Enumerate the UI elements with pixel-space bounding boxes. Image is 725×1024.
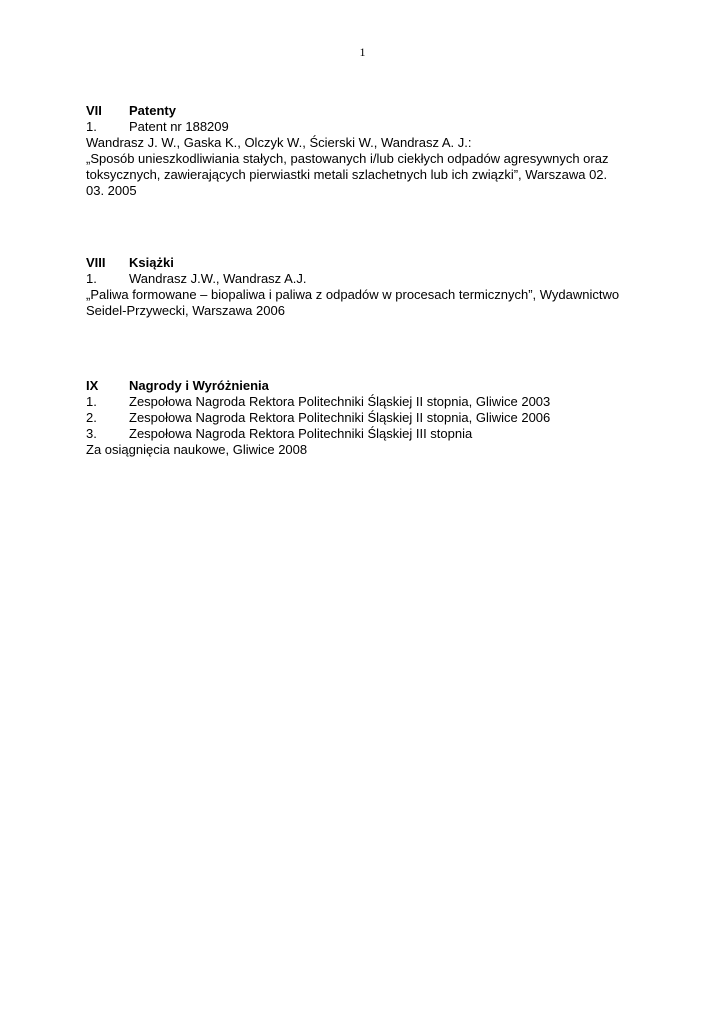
page-number: 1	[359, 45, 366, 59]
text-line: Seidel-Przywecki, Warszawa 2006	[86, 303, 285, 318]
section-books	[86, 255, 646, 319]
text-line: „Sposób unieszkodliwiania stałych, pastowanych i/lub ciekłych odpadów agresywnych oraz	[86, 151, 609, 166]
item-number: 1.	[86, 119, 97, 134]
section-heading	[86, 255, 646, 271]
section-title: Nagrody i Wyróżnienia	[129, 378, 269, 393]
section-title: Książki	[129, 255, 174, 270]
text-line: Za osiągnięcia naukowe, Gliwice 2008	[86, 442, 308, 457]
item-text: Wandrasz J.W., Wandrasz A.J.	[129, 271, 307, 286]
text-line: Wandrasz J. W., Gaska K., Olczyk W., Ścierski W., Wandrasz A. J.:	[86, 135, 472, 150]
text-line: 03. 2005	[86, 183, 137, 198]
item-text: Zespołowa Nagroda Rektora Politechniki Śląskiej II stopnia, Gliwice 2006	[129, 410, 551, 425]
section-numeral: VII	[86, 103, 102, 118]
section-heading	[86, 103, 646, 119]
list-item	[86, 271, 646, 287]
section-title: Patenty	[129, 103, 176, 118]
item-text: Zespołowa Nagroda Rektora Politechniki Śląskiej III stopnia	[129, 426, 473, 441]
item-number: 2.	[86, 410, 97, 425]
list-item	[86, 394, 646, 410]
item-number: 1.	[86, 271, 97, 286]
item-text: Zespołowa Nagroda Rektora Politechniki Śląskiej II stopnia, Gliwice 2003	[129, 394, 551, 409]
item-number: 3.	[86, 426, 97, 441]
item-text: Patent nr 188209	[129, 119, 229, 134]
section-patents	[86, 103, 646, 199]
text-line: toksycznych, zawierających pierwiastki metali szlachetnych lub ich związki”, Warszawa 02.	[86, 167, 608, 182]
section-numeral: VIII	[86, 255, 106, 270]
section-numeral: IX	[86, 378, 99, 393]
list-item	[86, 119, 646, 135]
section-awards	[86, 378, 646, 458]
list-item	[86, 426, 646, 442]
text-line: „Paliwa formowane – biopaliwa i paliwa z odpadów w procesach termicznych”, Wydawnictwo	[86, 287, 620, 302]
section-heading	[86, 378, 646, 394]
list-item	[86, 410, 646, 426]
item-number: 1.	[86, 394, 97, 409]
